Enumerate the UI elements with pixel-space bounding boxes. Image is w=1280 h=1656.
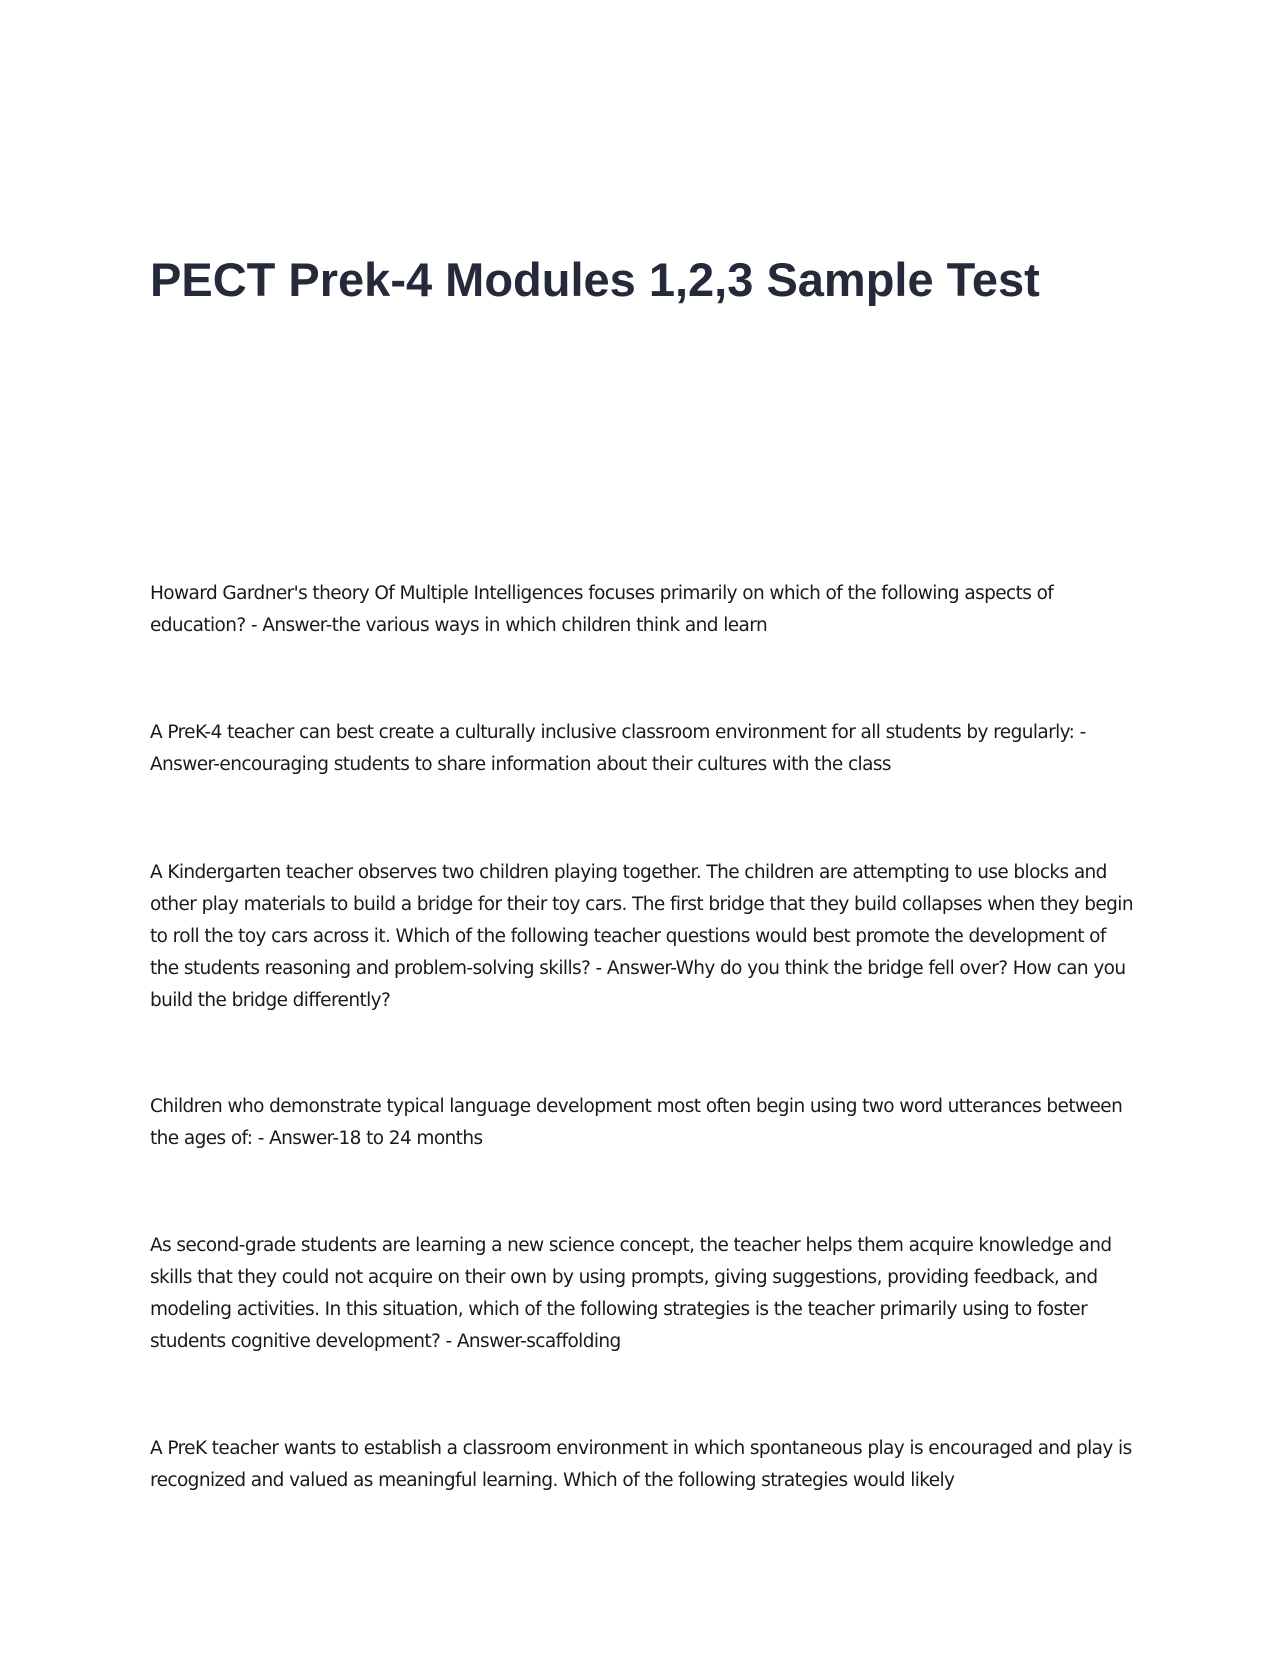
question-text: A Kindergarten teacher observes two children playing together. The children are attempting to use blocks and other play materials to build a bridge for their toy cars. The first bridge that they build collapses when they begin to roll the toy cars across it. Which of the following teacher questions would best promote the development of the students reasoning and problem-solving skills? - xyxy=(150,862,1133,979)
answer-text: Answer-Why do you think the bridge fell over? How can you build the bridge differently? xyxy=(150,958,1126,1011)
qa-item xyxy=(150,1230,1135,1358)
question-text: A PreK teacher wants to establish a classroom environment in which spontaneous play is encouraged and play is recognized and valued as meaningful learning. Which of the following strategies would likely xyxy=(150,1438,1132,1491)
answer-text: Answer-scaffolding xyxy=(456,1331,621,1352)
question-text: Howard Gardner's theory Of Multiple Intelligences focuses primarily on which of the following aspects of education? - xyxy=(150,583,1054,636)
question-text: A PreK-4 teacher can best create a culturally inclusive classroom environment for all students by regularly: - xyxy=(150,722,1086,743)
qa-item xyxy=(150,1433,1135,1497)
answer-text: Answer-the various ways in which children think and learn xyxy=(262,615,768,636)
qa-item xyxy=(150,857,1135,1017)
question-text: As second-grade students are learning a new science concept, the teacher helps them acquire knowledge and skills that they could not acquire on their own by using prompts, giving suggestions, providing feedback, and modeling activities. In this situation, which of the following strategies is the teacher primarily using to foster students cognitive development? - xyxy=(150,1235,1112,1352)
answer-text: Answer-encouraging students to share information about their cultures with the class xyxy=(150,754,891,775)
qa-item xyxy=(150,717,1135,781)
document-title: PECT Prek-4 Modules 1,2,3 Sample Test xyxy=(150,253,1040,306)
answer-text: Answer-18 to 24 months xyxy=(269,1128,483,1149)
qa-item xyxy=(150,1091,1135,1155)
qa-item xyxy=(150,578,1135,642)
question-text: Children who demonstrate typical language development most often begin using two word utterances between the ages of: - xyxy=(150,1096,1123,1149)
